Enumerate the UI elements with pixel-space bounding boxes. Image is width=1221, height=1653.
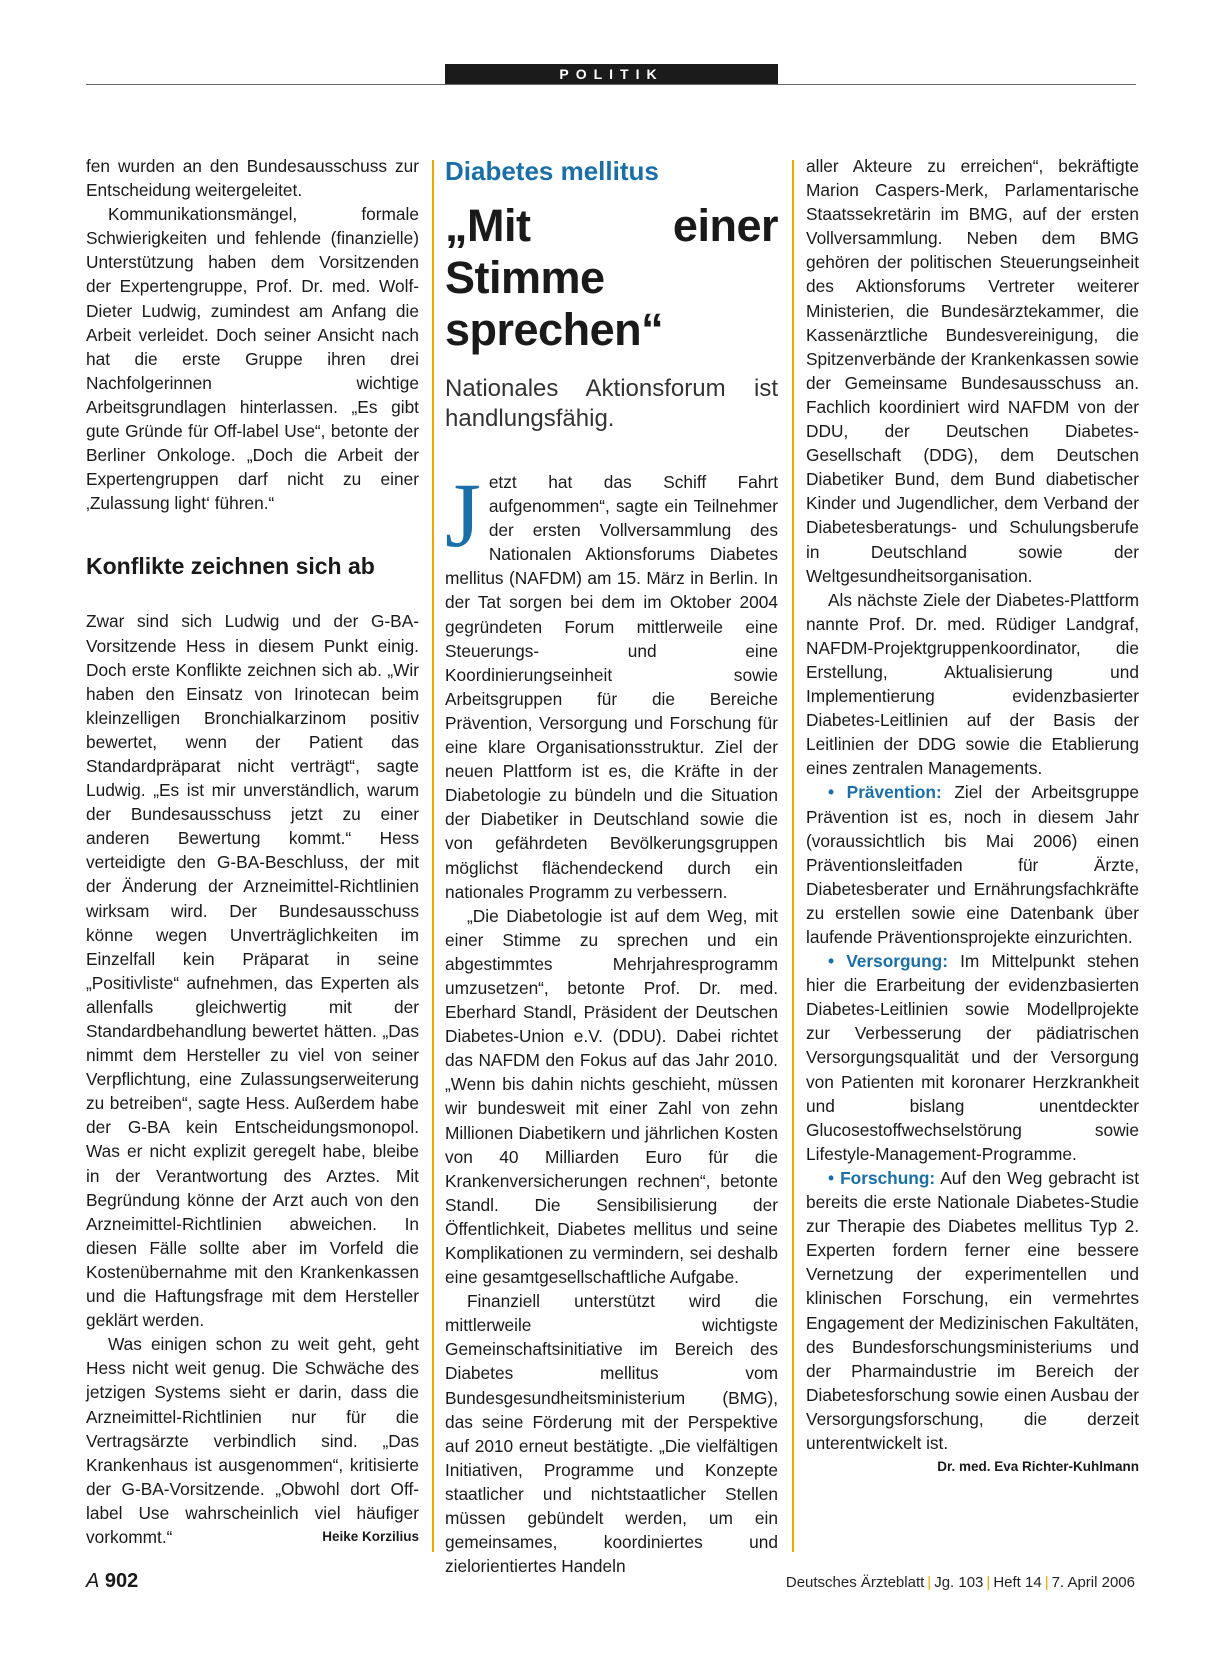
paragraph bbox=[86, 1332, 419, 1549]
article-deck: Nationales Aktionsforum ist handlungsfähig. bbox=[445, 375, 778, 432]
bullet-paragraph bbox=[806, 1166, 1139, 1475]
paragraph-text: Was einigen schon zu weit geht, geht Hess nicht weit genug. Die Schwäche des jetzigen Systems sieht er darin, dass die Arzneimittel-Richtlinien nur für die Vertragsärzte verbindlich sind. „Das Krankenhaus ist ausgenommen“, kritisierte der G-BA-Vorsitzende. „Obwohl dort Off-label Use wahrscheinlich viel häufiger vorkommt.“ bbox=[86, 1334, 419, 1547]
article-kicker: Diabetes mellitus bbox=[445, 156, 659, 186]
paragraph: Als nächste Ziele der Diabetes-Plattform nannte Prof. Dr. med. Rüdiger Landgraf, NAFDM-Projektgruppenkoordinator, die Erstellung, Aktualisierung und Implementierung evidenzbasierter Diabetes-Leitlinien auf der Basis der Leitlinien der DDG sowie die Etablierung eines zentralen Managements. bbox=[806, 589, 1139, 779]
section-label: POLITIK bbox=[445, 64, 778, 85]
bullet-text: Im Mittelpunkt stehen hier die Erarbeitung der evidenzbasierten Diabetes-Leitlinien sowie Modellprojekte zur Verbesserung der pädiatrischen Versorgungsqualität und der Versorgung von Patienten mit koronarer Herzkrankheit und bislang unentdeckter Glucosestoffwechselstörung sowie Lifestyle-Management-Programme. bbox=[806, 951, 1139, 1164]
bullet-text: Auf den Weg gebracht ist bereits die erste Nationale Diabetes-Studie zur Therapie des Diabetes mellitus Typ 2. Experten fordern ferner eine bessere Vernetzung der experimentellen und klinischen Forschung, ein vermehrtes Engagement der Medizinischen Fakultäten, des Bundesforschungsministeriums und der Pharmaindustrie im Bereich der Diabetesforschung sowie einen Ausbau der Versorgungsforschung, die derzeit unterentwickelt ist. bbox=[806, 1167, 1139, 1453]
page-prefix: A bbox=[86, 1570, 100, 1592]
column-divider bbox=[792, 160, 794, 1552]
bullet-keyword: Versorgung: bbox=[846, 951, 948, 972]
paragraph bbox=[445, 464, 778, 904]
page-number-value: 902 bbox=[104, 1570, 139, 1592]
paragraph: Zwar sind sich Ludwig und der G-BA-Vorsitzende Hess in diesem Punkt einig. Doch erste Konflikte zeichnen sich ab. „Wir haben den Einsatz von Irinotecan beim kleinzelligen Bronchialkarzinom positiv bewertet, wenn der Patient das Standardpräparat nicht verträgt“, sagte Ludwig. „Es ist mir unverständlich, warum der Bundesausschuss jetzt zu einer anderen Bewertung kommt.“ Hess verteidigte den G-BA-Beschluss, der mit der Änderung der Arzneimittel-Richtlinien wirksam wird. Der Bundesausschuss könne wegen Unverträglichkeiten im Einzelfall kein Präparat in seine „Positivliste“ aufnehmen, das Experten als allenfalls gleichwertig mit der Standardbehandlung bewertet hätten. „Das nimmt dem Hersteller zu viel von seiner Verpflichtung, eine Zulassungserweiterung zu betreiben“, sagte Hess. Außerdem habe der G-BA kein Entscheidungsmonopol. Was er nicht explizit geregelt habe, bleibe in der Verantwortung des Arztes. Mit Begründung könne der Arzt auch von den Arzneimittel-Richtlinien abweichen. In diesen Fälle sollte aber im Vorfeld die Kostenübernahme mit den Krankenkassen und die Haftungsfrage mit dem Hersteller geklärt werden. bbox=[86, 611, 419, 1331]
bullet-keyword: Forschung: bbox=[840, 1167, 936, 1188]
article-column-left bbox=[86, 154, 419, 1549]
column-divider bbox=[432, 160, 434, 1552]
page-number bbox=[86, 1570, 138, 1593]
subheading: Konflikte zeichnen sich ab bbox=[86, 553, 375, 580]
bullet-icon: • bbox=[828, 951, 835, 972]
header-rule bbox=[86, 84, 1136, 85]
journal-info: Deutsches Ärzteblatt | Jg. 103 | Heft 14 | 7. April 2006 bbox=[785, 1574, 1135, 1591]
paragraph: aller Akteure zu erreichen“, bekräftigte Marion Caspers-Merk, Parlamentarische Staatssekretärin im BMG, auf der ersten Vollversammlung. Neben dem BMG gehören der politischen Steuerungseinheit des Aktionsforums Vertreter weiterer Ministerien, die Bundesärztekammer, die Kassenärztliche Bundesvereinigung, die Spitzenverbände der Krankenkassen sowie der Gemeinsame Bundesausschuss an. Fachlich koordiniert wird NAFDM von der DDU, der Deutschen Diabetes-Gesellschaft (DDG), dem Deutschen Diabetiker Bund, dem Bund diabetischer Kinder und Jugendlicher, dem Verband der Diabetesberatungs- und Schulungsberufe in Deutschland sowie der Weltgesundheitsorganisation. bbox=[806, 156, 1139, 586]
journal-volume: Jg. 103 bbox=[934, 1574, 984, 1591]
bullet-icon: • bbox=[828, 782, 835, 803]
paragraph: „Die Diabetologie ist auf dem Weg, mit einer Stimme zu sprechen und ein abgestimmtes Mehrjahresprogramm umzusetzen“, betonte Prof. Dr. med. Eberhard Standl, Präsident der Deutschen Diabetes-Union e.V. (DDU). Dabei richtet das NAFDM den Fokus auf das Jahr 2010. „Wenn bis dahin nichts geschieht, müssen wir bundesweit mit einer Zahl von zehn Millionen Diabetikern und jährlichen Kosten von 40 Milliarden Euro für die Krankenversicherungen rechnen“, betonte Standl. Die Sensibilisierung der Öffentlichkeit, Diabetes mellitus und seine Komplikationen zu vermindern, sei deshalb eine gesamtgesellschaftliche Aufgabe. bbox=[445, 905, 778, 1288]
bullet-paragraph bbox=[806, 780, 1139, 949]
bullet-keyword: Prävention: bbox=[846, 782, 942, 803]
paragraph: Kommunikationsmängel, formale Schwierigkeiten und fehlende (finanzielle) Unterstützung haben dem Vorsitzenden der Expertengruppe, Prof. Dr. med. Wolf-Dieter Ludwig, zumindest am Anfang die Arbeit verleidet. Doch seiner Ansicht nach hat die erste Gruppe ihren drei Nachfolgerinnen wichtige Arbeitsgrundlagen hinterlassen. „Es gibt gute Gründe für Off-label Use“, betonte der Berliner Onkologe. „Doch die Arbeit der Expertengruppen darf nicht zu einer ‚Zulassung light‘ führen.“ bbox=[86, 204, 419, 514]
author-byline: Heike Korzilius bbox=[322, 1528, 419, 1544]
bullet-paragraph bbox=[806, 949, 1139, 1166]
drop-cap: J bbox=[445, 464, 481, 566]
article-headline: „Mit einer Stimme sprechen“ bbox=[445, 200, 778, 355]
paragraph: Finanziell unterstützt wird die mittlerweile wichtigste Gemeinschaftsinitiative im Bereich des Diabetes mellitus vom Bundesgesundheitsministerium (BMG), das seine Förderung mit der Perspektive auf 2010 erneut bestätigte. „Die vielfältigen Initiativen, Programme und Konzepte staatlicher und nichtstaatlicher Stellen müssen gebündelt werden, um ein gemeinsames, koordiniertes und zielorientiertes Handeln bbox=[445, 1291, 778, 1577]
paragraph-text: etzt hat das Schiff Fahrt aufgenommen“, sagte ein Teilnehmer der ersten Vollversammlung des Nationalen Aktionsforums Diabetes mellitus (NAFDM) am 15. März in Berlin. In der Tat sorgen bei dem im Oktober 2004 gegründeten Forum mittlerweile eine Steuerungs- und eine Koordinierungseinheit sowie Arbeitsgruppen für die Bereiche Prävention, Versorgung und Forschung für eine klare Organisationsstruktur. Ziel der neuen Plattform ist es, die Kräfte in der Diabetologie zu bündeln und die Situation der Diabetiker in Deutschland sowie die von gefährdeten Bevölkerungsgruppen möglichst flächendeckend durch ein nationales Programm zu verbessern. bbox=[445, 472, 778, 902]
article-column-middle bbox=[445, 154, 778, 1578]
bullet-text: Ziel der Arbeitsgruppe Prävention ist es, noch in diesem Jahr (voraussichtlich bis Mai 2006) einen Präventionsleitfaden für Ärzte, Diabetesberater und Ernährungsfachkräfte zu erstellen sowie eine Datenbank über laufende Präventionsprojekte einzurichten. bbox=[806, 782, 1139, 947]
paragraph: fen wurden an den Bundesausschuss zur Entscheidung weitergeleitet. bbox=[86, 156, 419, 201]
journal-date: 7. April 2006 bbox=[1051, 1574, 1135, 1591]
bullet-icon: • bbox=[828, 1167, 835, 1188]
journal-name: Deutsches Ärzteblatt bbox=[785, 1574, 925, 1591]
author-byline: Dr. med. Eva Richter-Kuhlmann bbox=[937, 1459, 1139, 1475]
journal-issue: Heft 14 bbox=[993, 1574, 1042, 1591]
article-column-right bbox=[806, 154, 1139, 1479]
